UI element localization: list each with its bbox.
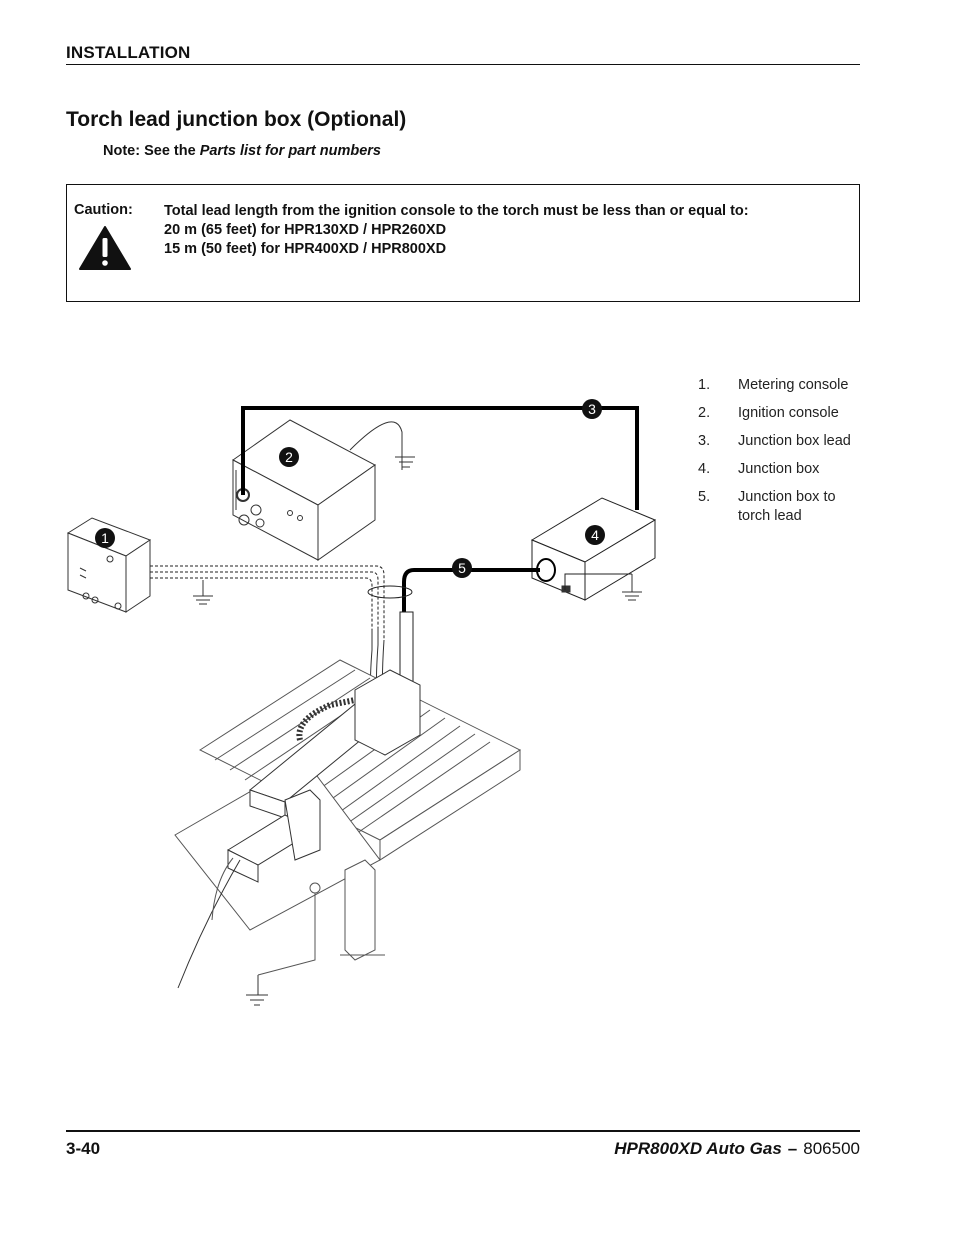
- legend-number: 3.: [698, 433, 711, 449]
- product-name: HPR800XD Auto Gas: [614, 1139, 782, 1158]
- callout-1: 1: [101, 530, 109, 546]
- callout-4: 4: [591, 527, 599, 543]
- footer-divider: [66, 1130, 860, 1132]
- note-prefix: Note: See the: [103, 143, 200, 159]
- section-header: INSTALLATION: [66, 43, 191, 62]
- callout-3: 3: [588, 401, 596, 417]
- legend-item: [698, 404, 898, 423]
- caution-line: 20 m (65 feet) for HPR130XD / HPR260XD: [164, 222, 447, 238]
- diagram-legend: [698, 376, 898, 535]
- legend-item: [698, 488, 898, 526]
- legend-item: [698, 376, 898, 395]
- document-id: [614, 1139, 860, 1159]
- junction-box-illustration: [532, 498, 655, 600]
- legend-label: Junction box lead: [738, 433, 851, 449]
- legend-number: 4.: [698, 461, 711, 477]
- caution-line: Total lead length from the ignition console to the torch must be less than or equal to:: [164, 203, 749, 219]
- legend-number: 1.: [698, 377, 711, 393]
- legend-item: [698, 460, 898, 479]
- page-title: Torch lead junction box (Optional): [66, 108, 407, 131]
- legend-label: Ignition console: [738, 405, 839, 421]
- note-reference: Parts list for part numbers: [199, 143, 381, 159]
- legend-number: 2.: [698, 405, 711, 421]
- caution-label: Caution:: [74, 202, 133, 218]
- callout-2: 2: [285, 449, 293, 465]
- ignition-console-illustration: [233, 420, 415, 560]
- legend-number: 5.: [698, 489, 711, 505]
- legend-label: Metering console: [738, 377, 849, 393]
- junction-box-to-torch-lead: [404, 570, 540, 615]
- page-number: 3-40: [66, 1139, 101, 1158]
- gas-hoses: [150, 566, 384, 650]
- legend-label: Junction box: [738, 461, 820, 477]
- legend-label: Junction box to torch lead: [738, 489, 836, 524]
- legend-item: [698, 432, 898, 451]
- caution-line: 15 m (50 feet) for HPR400XD / HPR800XD: [164, 241, 447, 257]
- callout-5: 5: [458, 560, 466, 576]
- cutting-table-illustration: [175, 660, 520, 988]
- document-number: 806500: [803, 1139, 860, 1158]
- footer-dash: –: [787, 1139, 798, 1158]
